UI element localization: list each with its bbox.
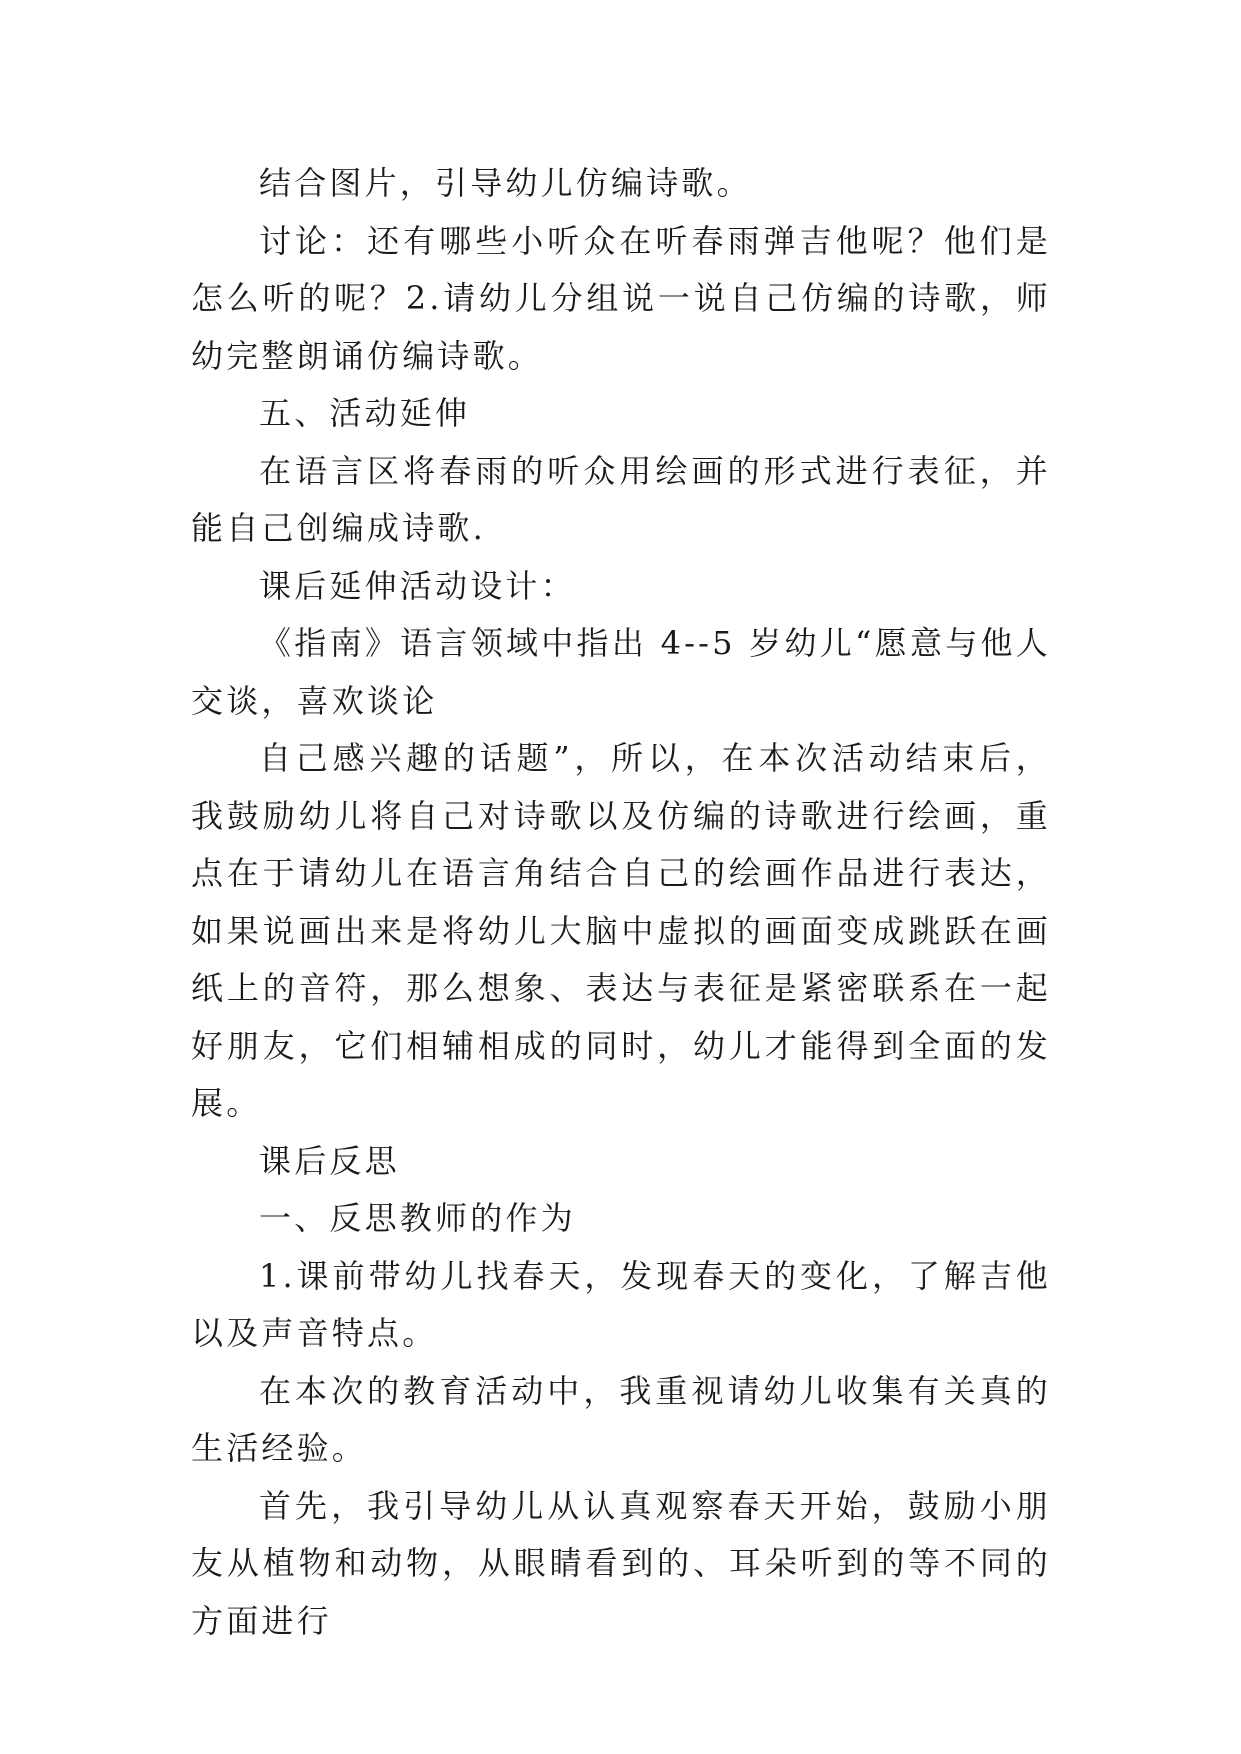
paragraph-1: 结合图片，引导幼儿仿编诗歌。 [259,164,752,202]
paragraph-8: 首先，我引导幼儿从认真观察春天开始，鼓励小朋友从植物和动物，从眼睛看到的、耳朵听到的等不同的方面进行 [191,1486,1051,1640]
paragraph-4: 《指南》语言领域中指出 4--5 岁幼儿“愿意与他人交谈，喜欢谈论 [191,624,1051,720]
section-heading-5: 五、活动延伸 [259,394,471,432]
section-heading-1: 一、反思教师的作为 [259,1199,576,1237]
subheading-reflection: 课后反思 [259,1141,400,1180]
paragraph-2: 讨论：还有哪些小听众在听春雨弹吉他呢？他们是怎么听的呢？2.请幼儿分组说一说自己仿编的诗歌，师幼完整朗诵仿编诗歌。 [191,221,1051,375]
document-body [191,155,1051,1650]
paragraph-3: 在语言区将春雨的听众用绘画的形式进行表征，并能自己创编成诗歌. [191,451,1051,547]
subheading-extension-design: 课后延伸活动设计： [259,566,576,605]
paragraph-5: 自己感兴趣的话题”，所以，在本次活动结束后，我鼓励幼儿将自己对诗歌以及仿编的诗歌进行绘画，重点在于请幼儿在语言角结合自己的绘画作品进行表达，如果说画出来是将幼儿大脑中虚拟的画面变成跳跃在画纸上的音符，那么想象、表达与表征是紧密联系在一起好朋友，它们相辅相成的同时，幼儿才能得到全面的发展。 [191,739,1051,1122]
paragraph-7: 在本次的教育活动中，我重视请幼儿收集有关真的生活经验。 [191,1371,1051,1467]
paragraph-6: 1.课前带幼儿找春天，发现春天的变化，了解吉他以及声音特点。 [191,1256,1051,1352]
